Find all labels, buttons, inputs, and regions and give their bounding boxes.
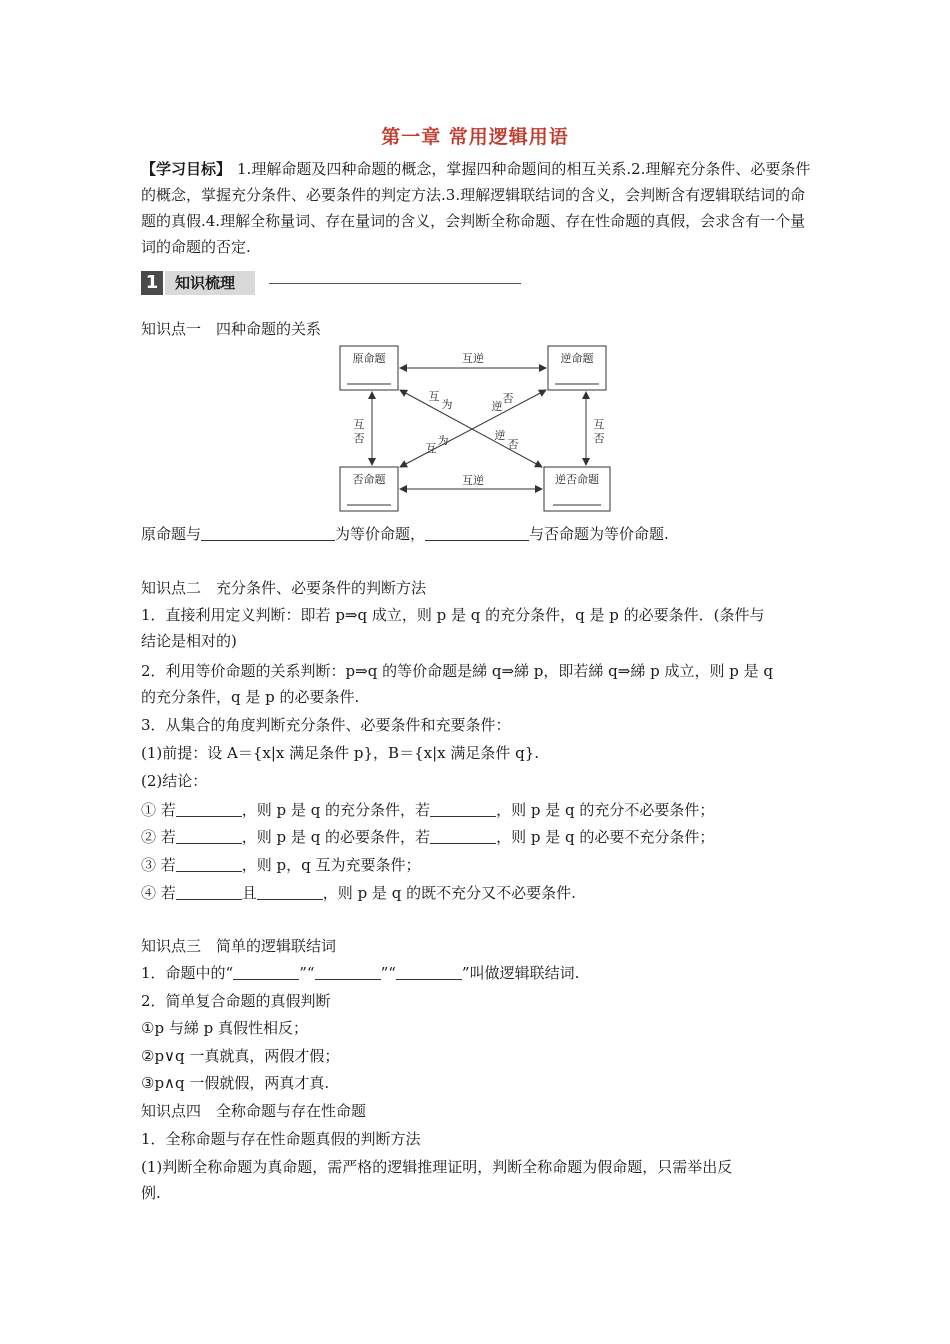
kp1-eq-b: 为等价命题， — [335, 525, 426, 543]
label-diag-b1: 逆 — [491, 400, 503, 413]
kp1-eq-a: 原命题与 — [141, 525, 202, 543]
label-contrapositive: 逆否命题 — [555, 473, 599, 486]
blank-4 — [430, 800, 496, 817]
kp1-heading: 知识点一 四种命题的关系 — [141, 320, 322, 338]
c2-c: ，则 p 是 q 的必要不充分条件； — [496, 828, 715, 846]
label-diag-b2: 否 — [502, 392, 514, 405]
label-diag-d2: 否 — [507, 438, 519, 451]
section-header — [141, 271, 521, 297]
learning-goals — [141, 156, 811, 260]
blank-2 — [425, 524, 529, 541]
label-right-1: 互 — [593, 418, 605, 431]
kp3-line-5: ③p∧q 一假就假，两真才真. — [141, 1074, 330, 1092]
blank-10 — [233, 963, 299, 980]
kp3-heading: 知识点三 简单的逻辑联结词 — [141, 937, 337, 955]
kp3-line-2: 2．简单复合命题的真假判断 — [141, 992, 331, 1010]
c4-a: ④ 若 — [141, 884, 176, 902]
kp2-conclusion-1 — [141, 799, 813, 821]
label-diag-c2: 互 — [425, 442, 437, 455]
kp4-heading: 知识点四 全称命题与存在性命题 — [141, 1102, 367, 1120]
kp2-line-5: (2)结论： — [141, 772, 208, 790]
blank-11 — [315, 963, 381, 980]
kp3-line-4: ②p∨q 一真就真，两假才假； — [141, 1047, 340, 1065]
blank-6 — [430, 827, 496, 844]
blank-5 — [176, 827, 242, 844]
blank-3 — [176, 800, 242, 817]
kp3-l1-d: ”叫做逻辑联结词. — [461, 964, 580, 982]
label-left-1: 互 — [353, 418, 365, 431]
kp2-conclusion-2 — [141, 826, 813, 848]
kp3-line-1 — [141, 962, 813, 984]
kp2-line-2b: 的充分条件，q 是 p 的必要条件. — [141, 688, 360, 706]
c3-a: ③ 若 — [141, 856, 176, 874]
blank-12 — [396, 963, 462, 980]
label-left-2: 否 — [353, 432, 365, 445]
c4-b: 且 — [241, 884, 257, 902]
c2-b: ，则 p 是 q 的必要条件，若 — [241, 828, 431, 846]
kp2-conclusion-3 — [141, 854, 813, 876]
c1-b: ，则 p 是 q 的充分条件，若 — [241, 801, 431, 819]
kp2-line-1: 1．直接利用定义判断：即若 p⇒q 成立，则 p 是 q 的充分条件，q 是 p 的必要条件．(条件与 — [141, 606, 765, 624]
kp4-line-2: (1)判断全称命题为真命题，需严格的逻辑推理证明，判断全称命题为假命题，只需举出反 — [141, 1158, 733, 1176]
kp1-equivalence — [141, 523, 813, 545]
four-propositions-diagram — [330, 342, 620, 517]
kp4-line-1: 1．全称命题与存在性命题真假的判断方法 — [141, 1130, 421, 1148]
label-bottom: 互逆 — [462, 474, 484, 487]
kp1-eq-c: 与否命题为等价命题. — [529, 525, 669, 543]
kp3-line-3: ①p 与綈 p 真假性相反； — [141, 1019, 308, 1037]
kp2-line-1b: 结论是相对的) — [141, 632, 237, 650]
goals-text: 1.理解命题及四种命题的概念，掌握四种命题间的相互关系.2.理解充分条件、必要条件的概念，掌握充分条件、必要条件的判定方法.3.理解逻辑联结词的含义，会判断含有逻辑联结词的命题的真假.4.理解全称量词、存在量词的含义，会判断全称命题、存在性命题的真假，会求含有一个量词的命题的否定. — [141, 160, 811, 256]
c1-a: ① 若 — [141, 801, 176, 819]
kp3-l1-c: ”“ — [380, 964, 396, 982]
c1-c: ，则 p 是 q 的充分不必要条件； — [496, 801, 715, 819]
label-top: 互逆 — [462, 352, 484, 365]
kp2-line-2: 2．利用等价命题的关系判断：p⇒q 的等价命题是綈 q⇒綈 p，即若綈 q⇒綈 p 成立，则 p 是 q — [141, 662, 773, 680]
blank-1 — [201, 524, 335, 541]
kp2-heading: 知识点二 充分条件、必要条件的判断方法 — [141, 579, 427, 597]
chapter-title: 第一章 常用逻辑用语 — [381, 126, 569, 148]
c4-c: ，则 p 是 q 的既不充分又不必要条件. — [322, 884, 576, 902]
label-diag-d1: 逆 — [494, 429, 506, 442]
kp4-line-2b: 例. — [141, 1184, 161, 1202]
c2-a: ② 若 — [141, 828, 176, 846]
kp2-conclusion-4 — [141, 882, 813, 904]
section-number: 1 — [141, 271, 163, 295]
label-inverse: 否命题 — [352, 473, 386, 486]
blank-8 — [176, 883, 242, 900]
goals-label: 【学习目标】 — [141, 160, 232, 178]
kp2-line-4: (1)前提：设 A＝{x|x 满足条件 p}，B＝{x|x 满足条件 q}. — [141, 744, 540, 762]
kp2-line-3: 3．从集合的角度判断充分条件、必要条件和充要条件： — [141, 716, 511, 734]
section-divider — [269, 283, 521, 284]
label-original: 原命题 — [352, 352, 386, 365]
label-diag-a2: 为 — [441, 398, 453, 411]
label-diag-a1: 互 — [428, 390, 440, 403]
blank-7 — [176, 855, 242, 872]
label-diag-c1: 为 — [437, 434, 449, 447]
label-converse: 逆命题 — [560, 352, 594, 365]
kp3-l1-b: ”“ — [299, 964, 315, 982]
blank-9 — [257, 883, 323, 900]
c3-b: ，则 p，q 互为充要条件； — [241, 856, 421, 874]
label-right-2: 否 — [593, 432, 605, 445]
kp3-l1-a: 1．命题中的“ — [141, 964, 234, 982]
section-title: 知识梳理 — [165, 271, 255, 295]
